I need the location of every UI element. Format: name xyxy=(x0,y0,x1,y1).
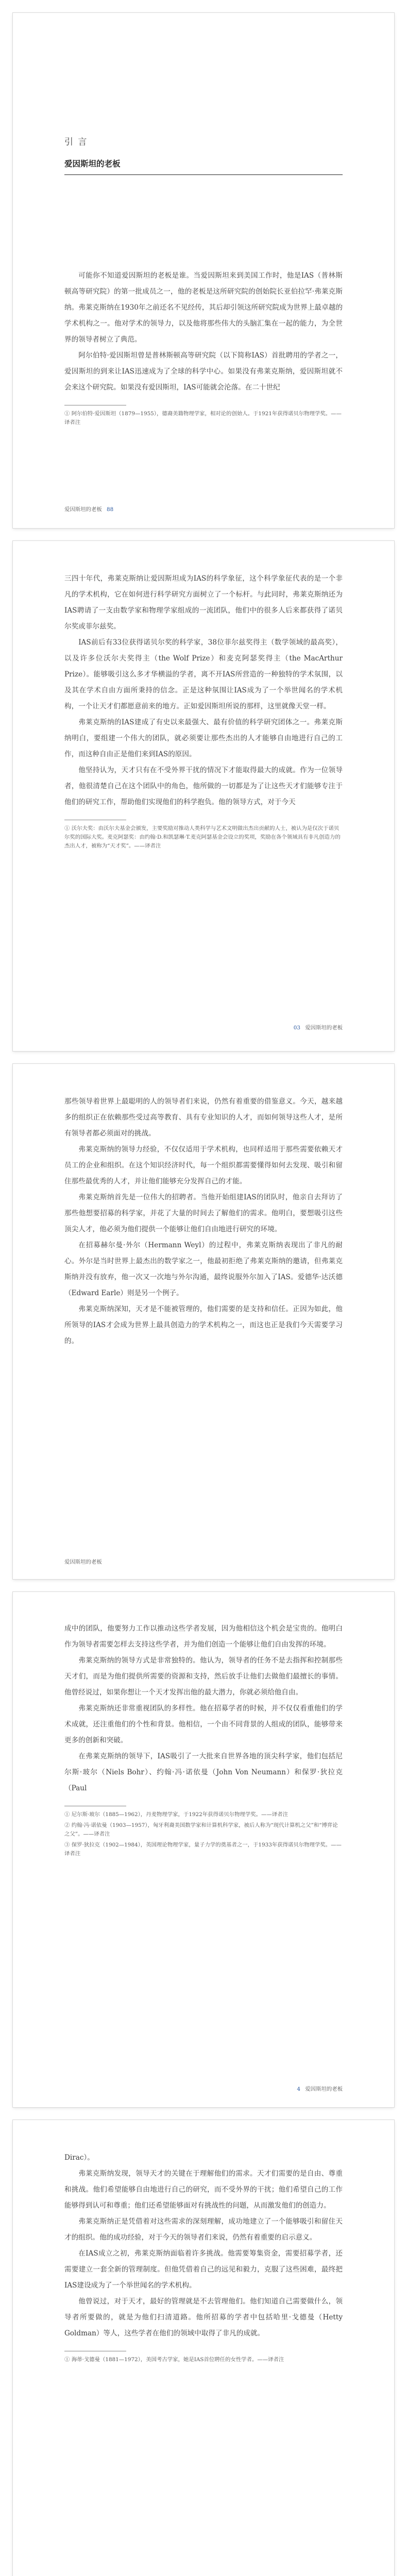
paragraph: 他曾说过，对于天才，最好的管理就是不去管理他们。他们知道自己需要做什么，领导者所要做的，就是为他们扫清道路。他所招募的学者中包括哈里·戈德曼（Hetty Goldman）等人，这些学者在他们的领域中取得了非凡的成就。 xyxy=(64,2297,343,2337)
footer-page-number: 88 xyxy=(107,506,114,513)
paragraph: 他坚持认为，天才只有在不受外界干扰的情况下才能取得最大的成就。作为一位领导者，他很清楚自己在这个团队中的角色，他所做的一切都是为了让这些天才们能够专注于他们的研究工作，帮助他们实现他们的科学抱负。他的领导方式，对于今天 xyxy=(64,766,343,806)
page-footer xyxy=(64,505,116,513)
paragraph: 弗莱克斯纳发现，领导天才的关键在于理解他们的需求。天才们需要的是自由、尊重和挑战。他们希望能够自由地进行自己的研究，而不受外界的干扰；他们希望自己的工作能够得到认可和尊重；他们还希望能够面对有挑战性的问题，从而激发他们的创造力。 xyxy=(64,2170,343,2210)
page-2 xyxy=(13,541,394,1051)
page-footer xyxy=(64,1557,102,1565)
footer-book-title: 爱因斯坦的老板 xyxy=(305,1025,343,1031)
paragraph: 阿尔伯特·爱因斯坦曾是普林斯顿高等研究院（以下简称IAS）首批聘用的学者之一，爱因斯坦的到来让IAS迅速成为了全球的科学中心。如果没有弗莱克斯纳，爱因斯坦就不会来这个研究院。如果没有爱因斯坦，IAS可能就会沦落。在二十世纪 xyxy=(64,351,343,392)
footnote: ① 沃尔夫奖：由沃尔夫基金会颁发，主要奖励对推动人类科学与艺术文明做出杰出贡献的人士，被认为是仅次于诺贝尔奖的国际大奖。麦克阿瑟奖：由约翰·D.和凯瑟琳·T.麦克阿瑟基金会设立的奖项，奖励在各个领域具有非凡创造力的杰出人才，被称为“天才奖”。——译者注 xyxy=(64,825,341,849)
paragraph: 三四十年代，弗莱克斯纳让爱因斯坦成为IAS的科学象征，这个科学象征代表的是一个非凡的学术机构，它在如何进行科学研究方面树立了一个标杆。与此同时，弗莱克斯纳还为IAS聘请了一支由数学家和物理学家组成的一流团队，他们中的很多人后来都获得了诺贝尔奖或菲尔兹奖。 xyxy=(64,574,343,631)
page-1 xyxy=(13,13,394,528)
footnote: ① 尼尔斯·玻尔（1885—1962），丹麦物理学家，于1922年获得诺贝尔物理学奖。——译者注 xyxy=(64,1811,289,1818)
paragraph: 在弗莱克斯纳的领导下，IAS吸引了一大批来自世界各地的顶尖科学家，他们包括尼尔斯·玻尔（Niels Bohr）、约翰·冯·诺依曼（John Von Neumann）和保罗·狄拉克（Paul xyxy=(64,1752,343,1792)
footer-book-title: 爱因斯坦的老板 xyxy=(305,2086,343,2092)
footer-page-number: 03 xyxy=(293,1025,300,1031)
paragraph: 弗莱克斯纳首先是一位伟大的招聘者。当他开始组建IAS的团队时，他亲自去拜访了那些他想要招募的科学家，并花了大量的时间去了解他们的需求。他明白，要想吸引这些顶尖人才，他必须为他们提供一个能够让他们自由地进行研究的环境。 xyxy=(64,1193,343,1233)
page-3 xyxy=(13,1064,394,1579)
paragraph: 在IAS成立之初，弗莱克斯纳面临着许多挑战。他需要筹集资金，需要招募学者，还需要建立一套全新的管理制度。但他凭借着自己的远见和毅力，克服了这些困难，最终把IAS建设成为了一个举世闻名的学术机构。 xyxy=(64,2249,343,2290)
footer-book-title: 爱因斯坦的老板 xyxy=(64,1559,102,1565)
paragraph: 在招募赫尔曼·外尔（Hermann Weyl）的过程中，弗莱克斯纳表现出了非凡的耐心。外尔是当时世界上最杰出的数学家之一，他最初拒绝了弗莱克斯纳的邀请，但弗莱克斯纳并没有放弃，他一次又一次地与外尔沟通，最终说服外尔加入了IAS。爱德华·达沃德（Edward Earle）则是另一个例子。 xyxy=(64,1241,343,1297)
paragraph: 可能你不知道爱因斯坦的老板是谁。当爱因斯坦来到美国工作时，他是IAS（普林斯顿高等研究院）的第一批成员之一，他的老板是这所研究院的创始院长亚伯拉罕·弗莱克斯纳。弗莱克斯纳在1930年之前还名不见经传，其后却引领这所研究院成为世界上最卓越的学术机构之一。他对学术的领导力，以及他将那些伟大的头脑汇集在一起的能力，为全世界的领导者树立了典范。 xyxy=(64,272,343,344)
page-footer xyxy=(291,1023,343,1031)
footer-book-title: 爱因斯坦的老板 xyxy=(64,506,102,513)
paragraph: 弗莱克斯纳的领导力经验，不仅仅适用于学术机构，也同样适用于那些需要依赖天才员工的企业和组织。在这个知识经济时代，每一个组织都需要懂得如何去发现、吸引和留住那些最优秀的人才，并让他们能够充分发挥自己的才能。 xyxy=(64,1145,343,1185)
paragraph: 弗莱克斯纳深知，天才是不能被管理的，他们需要的是支持和信任。正因为如此，他所领导的IAS才会成为世界上最具创造力的学术机构之一，而这也正是我们今天需要学习的。 xyxy=(64,1305,343,1345)
page-footer xyxy=(294,2084,343,2092)
page-5 xyxy=(13,2120,394,2576)
footnote: ① 海蒂·戈德曼（1881—1972），美国考古学家，她是IAS首位聘任的女性学者。——译者注 xyxy=(64,2357,284,2363)
paragraph: Dirac）。 xyxy=(64,2154,94,2162)
paragraph: 成中的团队，他要努力工作以推动这些学者发展，因为他相信这个机会是宝贵的。他明白作为领导者需要怎样去支持这些学者，并为他们创造一个能够让他们自由发挥的环境。 xyxy=(64,1624,343,1649)
paragraph: 那些领导着世界上最聪明的人的领导者们来说，仍然有着重要的借鉴意义。今天，越来越多的组织正在依赖那些受过高等教育、具有专业知识的人才，而如何领导这些人才，是所有领导者都必须面对的挑战。 xyxy=(64,1097,343,1138)
footnote: ① 阿尔伯特·爱因斯坦（1879—1955），德裔美籍物理学家，相对论的创始人。于1921年获得诺贝尔物理学奖。——译者注 xyxy=(64,411,342,426)
paragraph: 弗莱克斯纳正是凭借着对这些需求的深刻理解，成功地建立了一个能够吸引和留住天才的组织。他的成功经验，对于今天的领导者们来说，仍然有着重要的启示意义。 xyxy=(64,2217,343,2242)
footnote: ② 约翰·冯·诺依曼（1903—1957），匈牙利裔美国数学家和计算机科学家，被后人称为“现代计算机之父”和“博弈论之父”。——译者注 xyxy=(64,1822,338,1837)
paragraph: 弗莱克斯纳的IAS建成了有史以来最强大、最有价值的科学研究团体之一。弗莱克斯纳明白，要组建一个伟大的团队，就必须要让那些杰出的人才能够自由地进行自己的工作，而这种自由正是他们来到IAS的原因。 xyxy=(64,718,343,758)
page-4 xyxy=(13,1592,394,2107)
paragraph: 弗莱克斯纳还非常重视团队的多样性。他在招募学者的时候，并不仅仅看重他们的学术成就，还注重他们的个性和背景。他相信，一个由不同背景的人组成的团队，能够带来更多的创新和突破。 xyxy=(64,1704,343,1744)
paragraph: IAS前后有33位获得诺贝尔奖的科学家，38位菲尔兹奖得主（数学领域的最高奖），以及许多位沃尔夫奖得主（the Wolf Prize）和麦克阿瑟奖得主（the MacArthur Prize）。能够吸引这么多才华横溢的学者，离不开IAS所营造的一种独特的学术氛围，以及其在学术自由方面所秉持的信念。正是这种氛围让IAS成为了一个举世闻名的学术机构，一个让天才们都愿意前来的地方。正如爱因斯坦所说的那样，这里就像天堂一样。 xyxy=(64,638,343,710)
chapter-label: 引 言 xyxy=(64,137,88,147)
footnote: ③ 保罗·狄拉克（1902—1984），英国理论物理学家，量子力学的奠基者之一，于1933年获得诺贝尔物理学奖。——译者注 xyxy=(64,1842,342,1857)
chapter-title: 爱因斯坦的老板 xyxy=(64,159,121,168)
footer-page-number: 4 xyxy=(297,2086,300,2092)
paragraph: 弗莱克斯纳的领导方式是非常独特的。他认为，领导者的任务不是去指挥和控制那些天才们，而是为他们提供所需要的资源和支持，然后放手让他们去做他们最擅长的事情。他曾经说过，如果你想让一个天才发挥出他的最大潜力，你就必须给他自由。 xyxy=(64,1656,343,1697)
